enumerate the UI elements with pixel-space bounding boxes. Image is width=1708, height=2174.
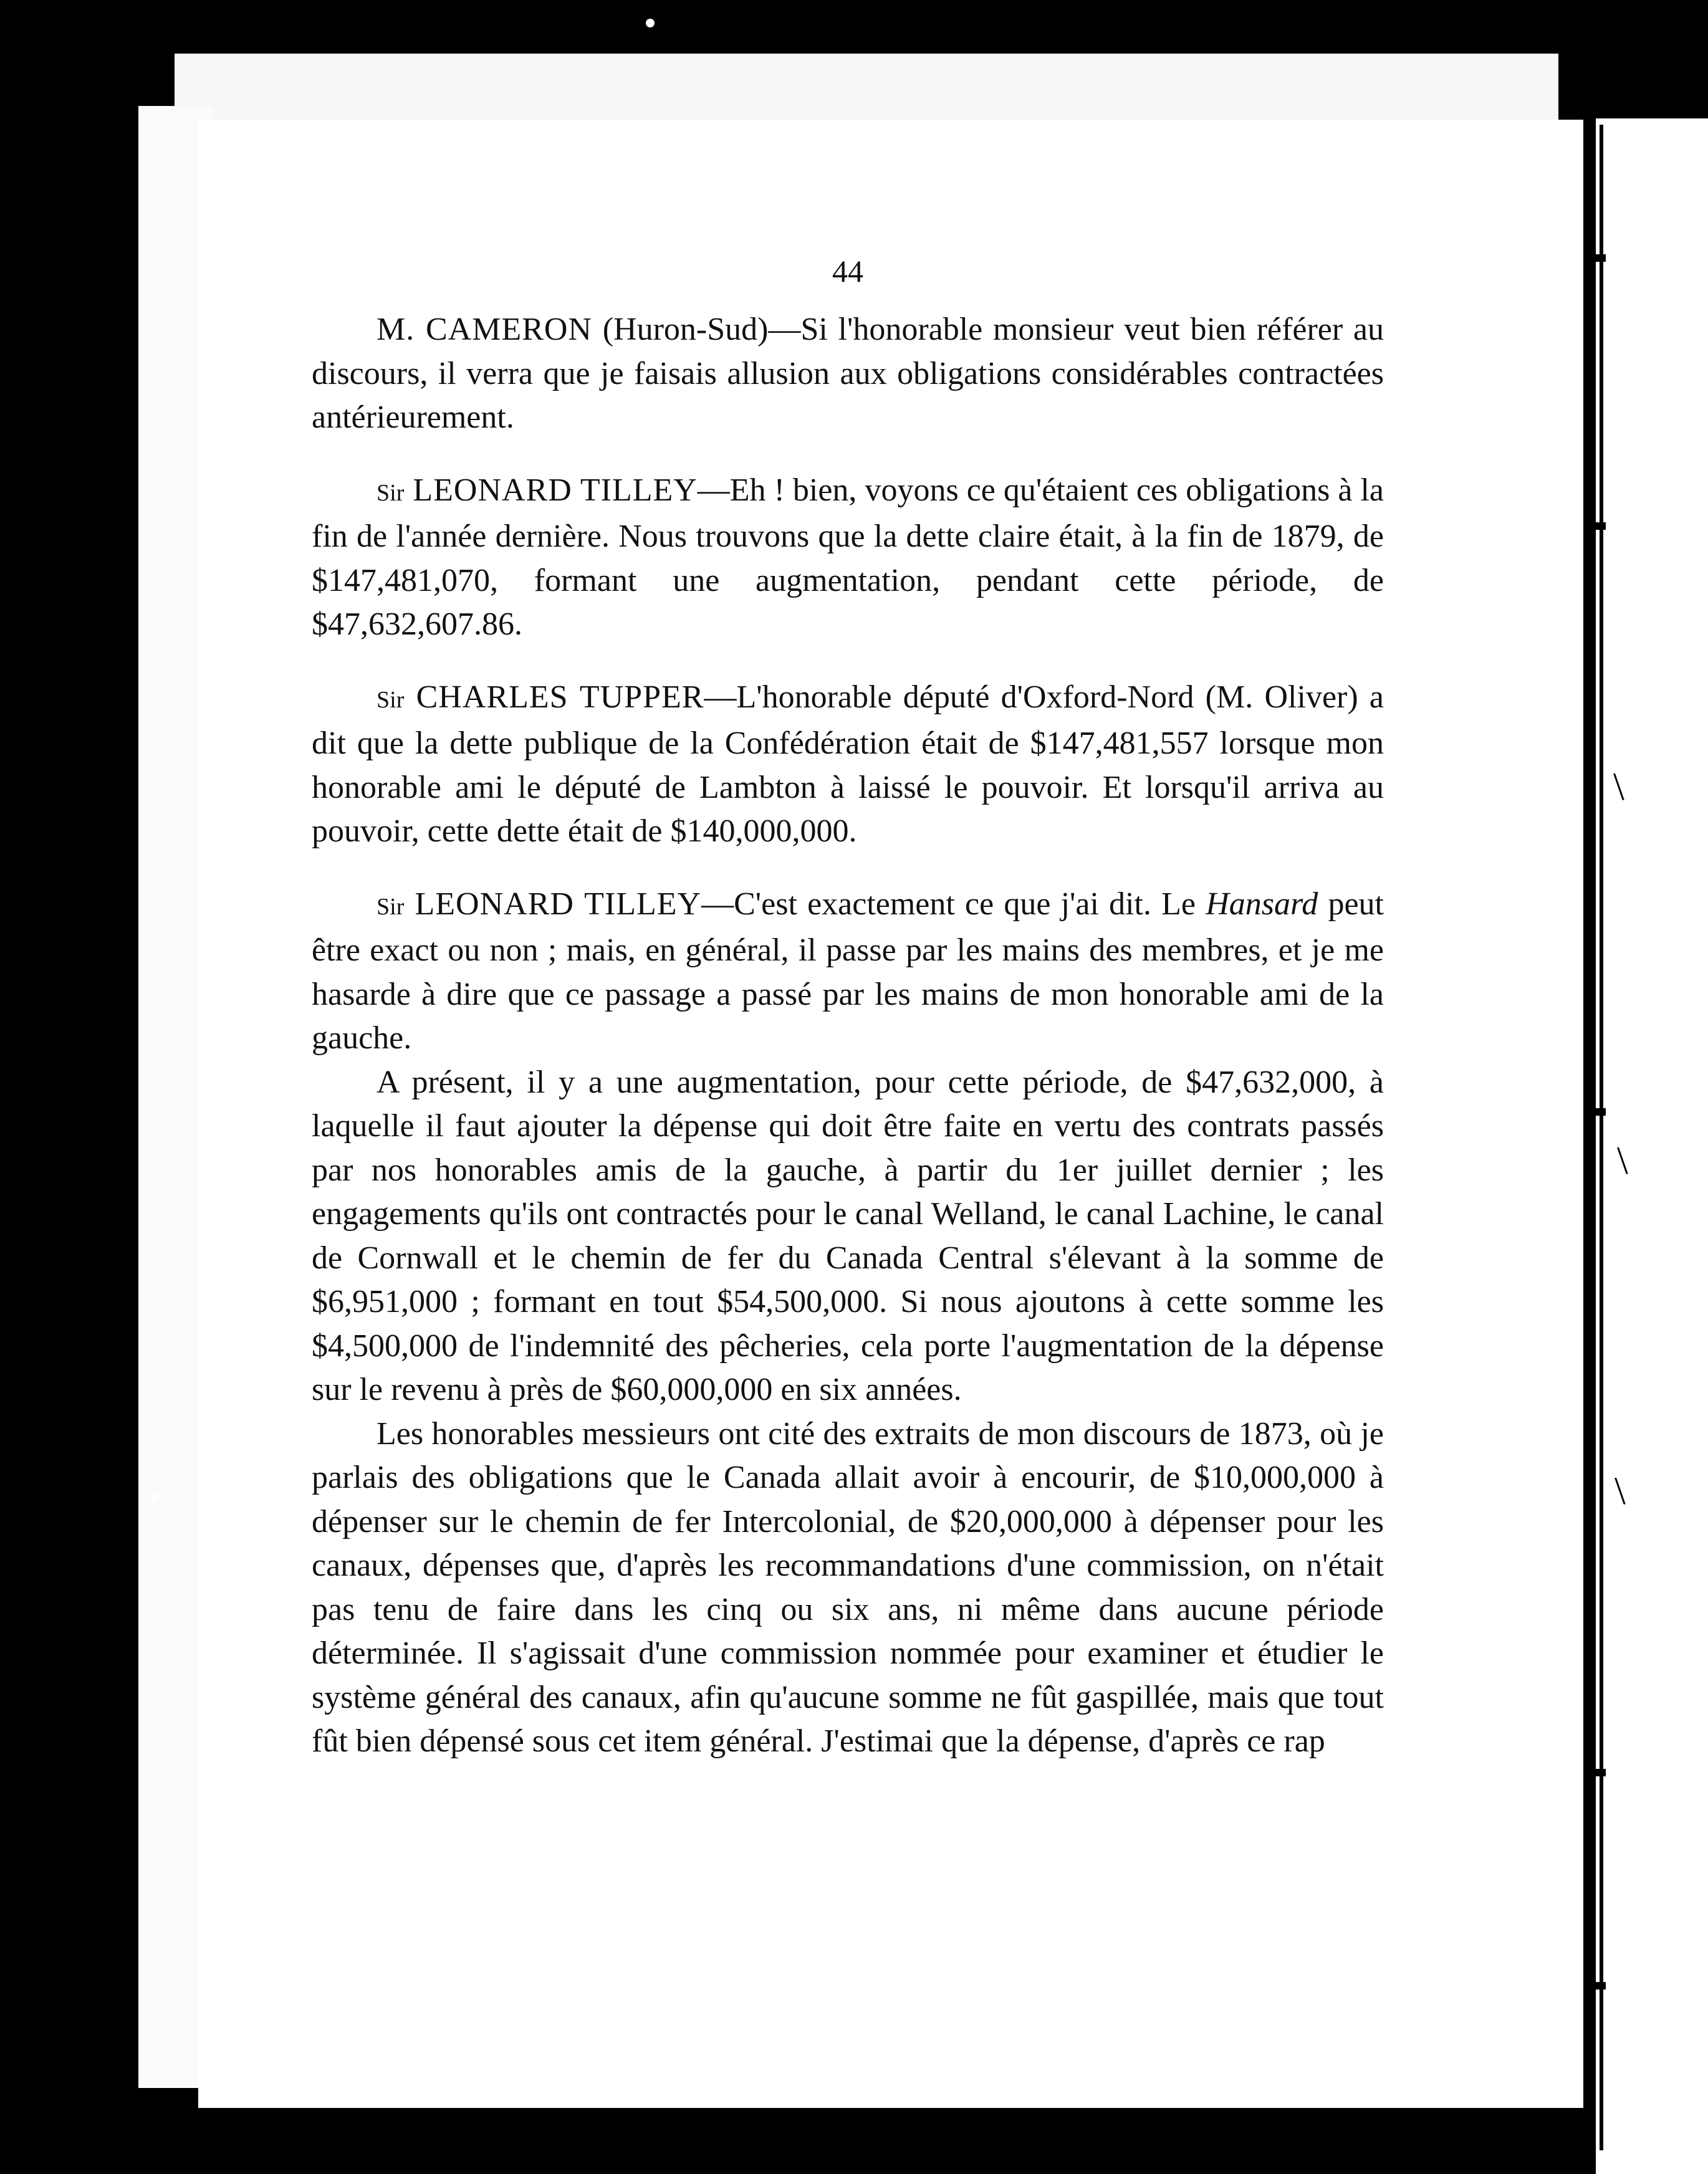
paragraph	[312, 469, 1384, 647]
speaker-name: CHARLES TUPPER	[404, 679, 704, 715]
binding-strip	[1596, 118, 1708, 2174]
paragraph	[312, 676, 1384, 854]
margin-mark: \	[1614, 1468, 1626, 1513]
speaker-prefix: Sir	[377, 893, 405, 920]
paragraph-text: peut être exact ou non ; mais, en général, il passe par les mains des membres, et je me hasarde à dire que ce passage a passé par les mains de mon honorable ami de la gauche.	[312, 886, 1384, 1056]
page-content	[312, 249, 1384, 1764]
scan-speck	[646, 19, 655, 27]
paragraph-text: —C'est exactement ce que j'ai dit. Le	[701, 886, 1206, 922]
speaker-prefix: Sir	[377, 686, 405, 713]
scan-speck	[150, 1492, 158, 1501]
paragraph-text: Les honorables messieurs ont cité des extraits de mon discours de 1873, où je parlais des obligations que le Canada allait avoir à encourir, de $10,000,000 à dépenser sur le chemin de fer Intercolonial, de $20,000,000 à dépenser pour les canaux, dépenses que, d'après les recommandations d'une commission, on n'était pas tenu de faire dans les cinq ou six ans, ni même dans aucune période déterminée. Il s'agissait d'une commission nommée pour examiner et étudier le système général des canaux, afin qu'aucune somme ne fût gaspillée, mais que tout fût bien dépensé sous cet item général. J'estimai que la dépense, d'après ce rap	[312, 1415, 1384, 1759]
speaker-name: M. CAMERON	[377, 312, 592, 347]
margin-mark: \	[1613, 764, 1624, 808]
paragraph	[312, 1412, 1384, 1764]
paragraph	[312, 883, 1384, 1061]
binding-tick	[1581, 1769, 1606, 1776]
italic-word: Hansard	[1206, 886, 1318, 922]
binding-spine	[1600, 125, 1603, 2150]
paragraph	[312, 308, 1384, 440]
binding-tick	[1581, 522, 1606, 530]
binding-tick	[1581, 1982, 1606, 1990]
paragraph-text: —L'honorable député d'Oxford-Nord (M. Oliver) a dit que la dette publique de la Confédération était de $147,481,557 lorsque mon honorable ami le député de Lambton à laissé le pouvoir. Et lorsqu'il arriva au pouvoir, cette dette était de $140,000,000.	[312, 679, 1384, 849]
binding-tick	[1581, 1108, 1606, 1116]
speaker-name: LEONARD TILLEY	[404, 472, 698, 508]
margin-mark: \	[1617, 1138, 1628, 1182]
paragraph	[312, 1061, 1384, 1412]
page-number: 44	[832, 254, 863, 289]
paragraph-text: (Huron-Sud)—Si l'honorable monsieur veut bien référer au discours, il verra que je faisais allusion aux obligations considérables contractées antérieurement.	[312, 312, 1384, 435]
speaker-name: LEONARD TILLEY	[404, 886, 702, 922]
paragraph-text: —Eh ! bien, voyons ce qu'étaient ces obligations à la fin de l'année dernière. Nous trouvons que la dette claire était, à la fin de 1879, de $147,481,070, formant une augmentation, pendant cette période, de $47,632,607.86.	[312, 472, 1384, 642]
binding-tick	[1581, 254, 1606, 262]
paragraph-text: A présent, il y a une augmentation, pour cette période, de $47,632,000, à laquelle il faut ajouter la dépense qui doit être faite en vertu des contrats passés par nos honorables amis de la gauche, à partir du 1er juillet dernier ; les engagements qu'ils ont contractés pour le canal Welland, le canal Lachine, le canal de Cornwall et le chemin de fer du Canada Central s'élevant à la somme de $6,951,000 ; formant en tout $54,500,000. Si nous ajoutons à cette somme les $4,500,000 de l'indemnité des pêcheries, cela porte l'augmentation de la dépense sur le revenu à près de $60,000,000 en six années.	[312, 1064, 1384, 1407]
speaker-prefix: Sir	[377, 479, 405, 506]
